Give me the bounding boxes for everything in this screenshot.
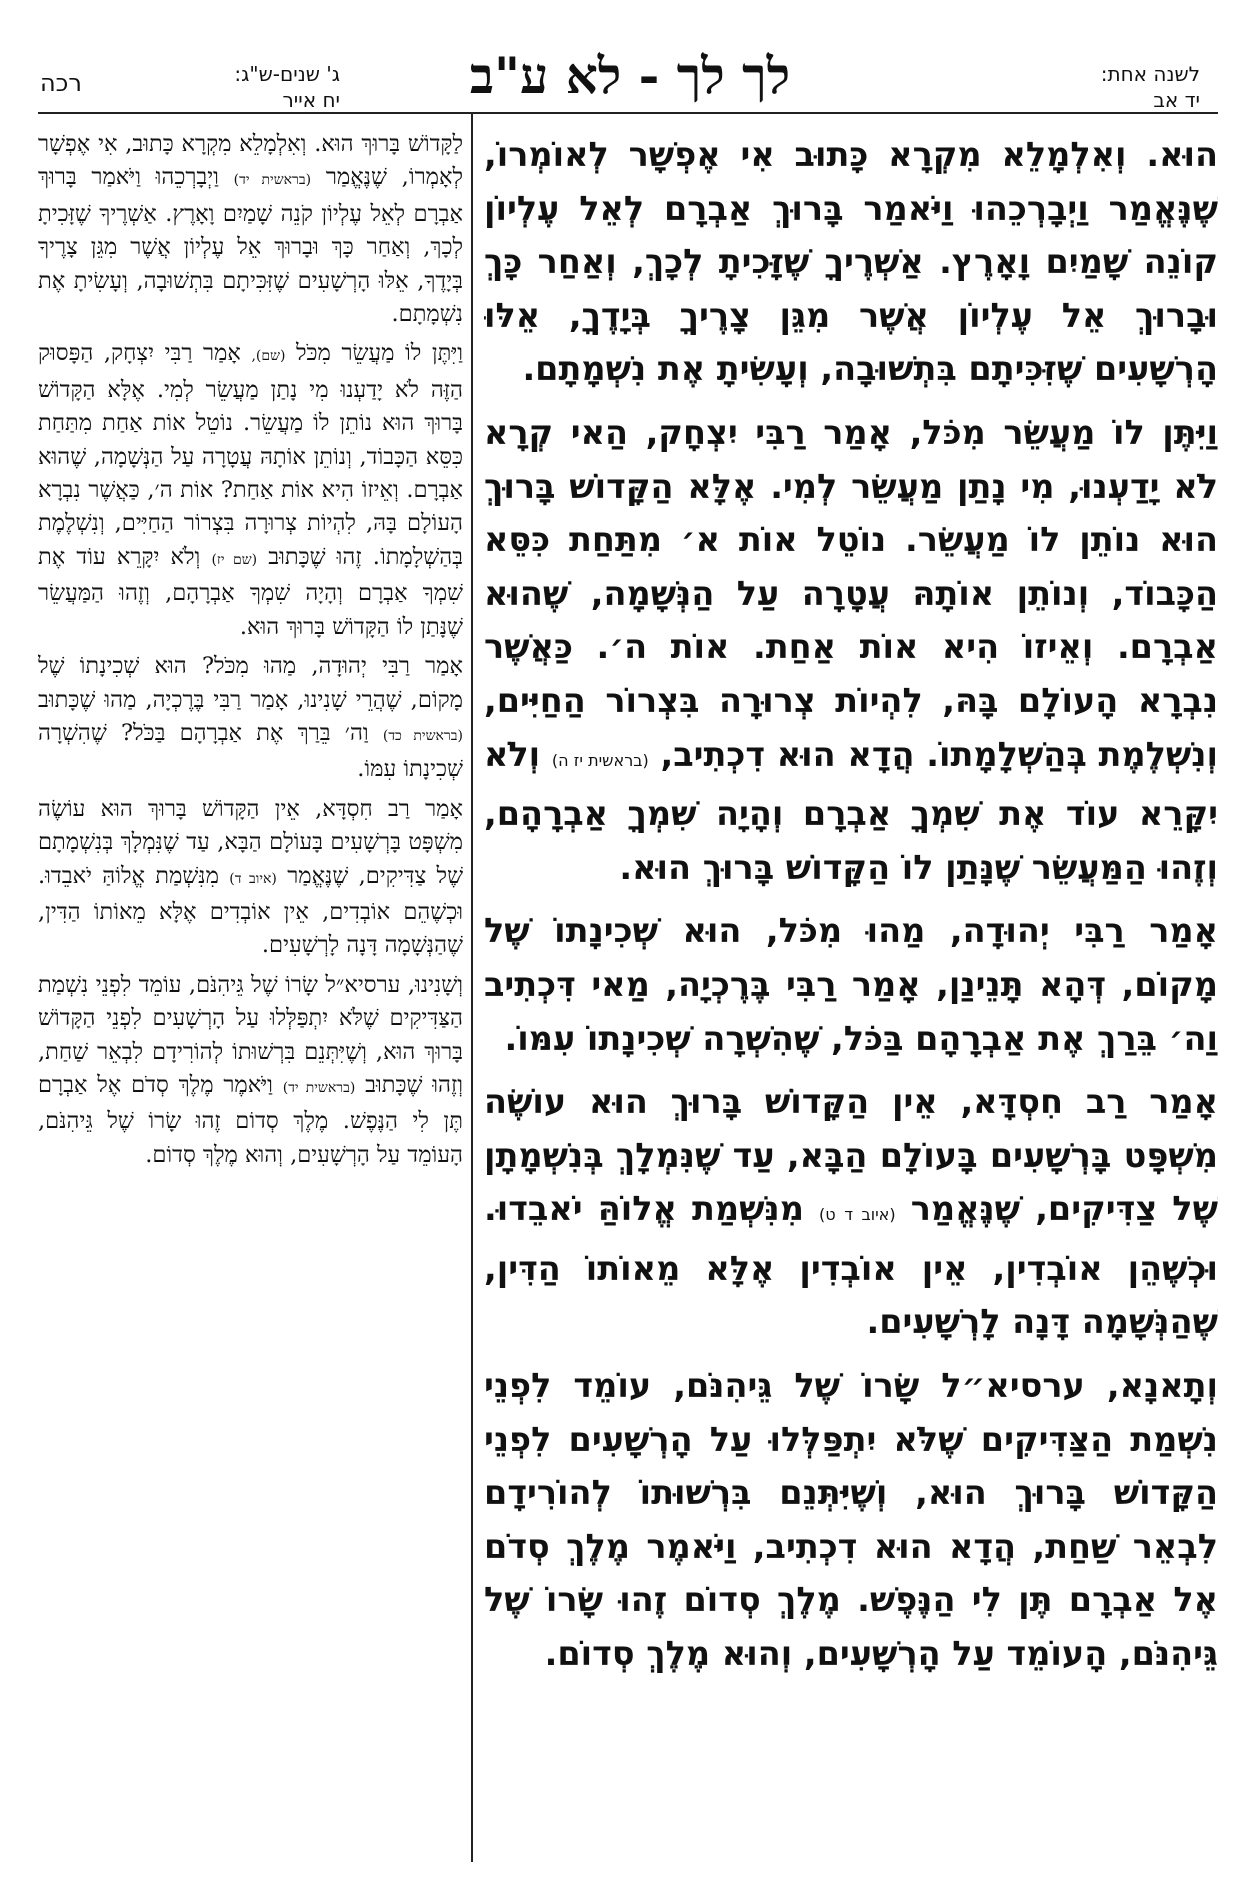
side-paragraph-text: אָמַר רַבִּי יְהוּדָה, מַהוּ מִכֹּל? הוּא שְׁכִינָתוֹ שֶׁל מָקוֹם, שֶׁהֲרֵי שָׁנִינוּ, אָמַר רַבִּי בֶּרֶכְיָה, מַהוּ שֶׁכָּתוּב — [38, 653, 463, 713]
side-paragraph-text: אָמַר רַב חִסְדָּא, אֵין הַקָּדוֹשׁ בָּרוּךְ הוּא עוֹשֶׂה מִשְׁפָּט בָּרְשָׁעִים בָּעוֹלָם הַבָּא, עַד שֶׁנִּמְלָךְ בְּנִשְׁמָתָם שֶׁל צַדִּיקִים, שֶׁנֶּאֱמַר — [38, 795, 463, 889]
verse-source-reference: (בראשית יד) — [282, 1079, 356, 1096]
verse-source-reference: (בראשית כד) — [382, 727, 463, 744]
translation-column — [38, 128, 463, 1868]
side-paragraph-1 — [38, 128, 463, 331]
main-paragraph-text: אָמַר רַב חִסְדָּא, אֵין הַקָּדוֹשׁ בָּרוּךְ הוּא עוֹשֶׂה מִשְׁפָּט בָּרְשָׁעִים בָּעוֹלָם הַבָּא, עַד שֶׁנִּמְלָךְ בְּנִשְׁמָתָן שֶׁל צַדִּיקִים, שֶׁנֶּאֱמַר — [484, 1082, 1218, 1229]
side-paragraph-text: וַה׳ בֵּרַךְ אֶת אַבְרָהָם בַּכֹּל? שֶׁהִשְׁרָה שְׁכִינָתוֹ עִמּוֹ. — [38, 719, 463, 783]
side-paragraph-text: וְשָׁנִינוּ, ערסיא״ל שָׂרוֹ שֶׁל גֵּיהִנֹּם, עוֹמֵד לִפְנֵי נִשְׁמַת הַצַּדִּיקִים שֶׁלֹּא יִתְפַּלְּלוּ עַל הָרְשָׁעִים לִפְנֵי הַקָּדוֹשׁ בָּרוּךְ הוּא, וְשֶׁיִּתְּנֵם בִּרְשׁוּתוֹ לְהוֹרִידָם לִבְאֵר שַׁחַת, וְזֶהוּ שֶׁכָּתוּב — [38, 971, 463, 1098]
side-paragraph-text: מִנִּשְׁמַת אֱלוֹהַּ יֹאבֵדוּ. וּכְשֶׁהֵם אוֹבְדִים, אֵין אוֹבְדִים אֶלָּא מֵאוֹתוֹ הַדִּין, שֶׁהַנְּשָׁמָה דָּנָה לָרְשָׁעִים. — [38, 862, 463, 959]
main-paragraph-text: אָמַר רַבִּי יְהוּדָה, מַהוּ מִכֹּל, הוּא שְׁכִינָתוֹ שֶׁל מָקוֹם, דְּהָא תָּנֵינַן, אָמַר רַבִּי בֶּרֶכְיָה, מַאי דִּכְתִיב וַה׳ בֵּרַךְ אֶת אַבְרָהָם בַּכֹּל, שֶׁהִשְׁרָה שְׁכִינָתוֹ עִמּוֹ. — [484, 911, 1218, 1058]
main-paragraph-text: הוּא. וְאִלְמָלֵא מִקְרָא כָּתוּב אִי אֶפְשָׁר לְאוֹמְרוֹ, שֶׁנֶּאֱמַר וַיְבָרְכֵהוּ וַיֹּאמַר בָּרוּךְ אַבְרָם לְאֵל עֶלְיוֹן קוֹנֵה שָׁמַיִם וָאָרֶץ. אַשְׁרֶיךָ שֶׁזָּכִיתָ לְכָךְ, וְאַחַר כָּךְ וּבָרוּךְ אֵל עֶלְיוֹן אֲשֶׁר מִגֵּן צָרֶיךָ בְּיָדֶךָ, אֵלּוּ הָרְשָׁעִים שֶׁזִּכִּיתָם בִּתְשׁוּבָה, וְעָשִׂיתָ אֶת נִשְׁמָתָם. — [484, 135, 1218, 389]
main-paragraph-5 — [484, 1359, 1218, 1681]
page-number: רכה — [40, 69, 82, 97]
header-schedule-three-year-label: ג' שנים-ש"ג: — [234, 62, 340, 86]
main-paragraph-3 — [484, 904, 1218, 1065]
verse-source-reference: (שם יז) — [211, 551, 258, 568]
side-paragraph-text: וַיְבָרְכֵהוּ וַיֹּאמַר בָּרוּךְ אַבְרָם לְאֵל עֶלְיוֹן קֹנֵה שָׁמַיִם וָאָרֶץ. אַשְׁרֶיךָ שֶׁזָּכִיתָ לְכָךְ, וְאַחַר כָּךְ וּבָרוּךְ אֵל עֶלְיוֹן אֲשֶׁר מִגֵּן צָרֶיךָ בְּיָדֶךָ, אֵלּוּ הָרְשָׁעִים שֶׁזִּכִּיתָם בִּתְשׁוּבָה, וְעָשִׂיתָ אֶת נִשְׁמָתָם. — [38, 164, 463, 328]
side-paragraph-4 — [38, 793, 463, 963]
side-paragraph-text: אָמַר רַבִּי יִצְחָק, הַפָּסוּק הַזֶּה לֹא יָדַעְנוּ מִי נָתַן מַעֲשֵׂר לְמִי. אֶלָּא הַקָּדוֹשׁ בָּרוּךְ הוּא נוֹתֵן לוֹ מַעֲשֵׂר. נוֹטֵל אוֹת אַחַת מִתַּחַת כִּסֵּא הַכָּבוֹד, וְנוֹתֵן אוֹתָהּ עֲטָרָה עַל הַנְּשָׁמָה, שֶׁהוּא אַבְרָם. וְאֵיזוֹ הִיא אוֹת אַחַת? אוֹת ה׳, כַּאֲשֶׁר נִבְרָא הָעוֹלָם בָּהּ, לִהְיוֹת צְרוּרָה בִּצְרוֹר הַחַיִּים, וְנִשְׁלֶמֶת בְּהַשְׁלָמָתוֹ. זֶהוּ שֶׁכָּתוּב — [38, 340, 463, 570]
main-paragraph-text: וְתָאנָא, ערסיא״ל שָׂרוֹ שֶׁל גֵּיהִנֹּם, עוֹמֵד לִפְנֵי נִשְׁמַת הַצַּדִּיקִים שֶׁלֹּא יִתְפַּלְּלוּ עַל הָרְשָׁעִים לִפְנֵי הַקָּדוֹשׁ בָּרוּךְ הוּא, וְשֶׁיִּתְּנֵם בִּרְשׁוּתוֹ לְהוֹרִידָם לִבְאֵר שַׁחַת, הֲדָא הוּא דִכְתִיב, וַיֹּאמֶר מֶלֶךְ סְדֹם אֶל אַבְרָם תֶּן לִי הַנֶּפֶשׁ. מֶלֶךְ סְדוֹם זֶהוּ שָׂרוֹ שֶׁל גֵּיהִנֹּם, הָעוֹמֵד עַל הָרְשָׁעִים, וְהוּא מֶלֶךְ סְדוֹם. — [484, 1366, 1218, 1674]
verse-source-reference: (שם), — [251, 348, 286, 365]
side-paragraph-text: לַקָּדוֹשׁ בָּרוּךְ הוּא. וְאִלְמָלֵא מִקְרָא כָּתוּב, אִי אֶפְשָׁר לְאָמְרוֹ, שֶׁנֶּאֱמַר — [38, 131, 463, 191]
main-paragraph-4 — [484, 1075, 1218, 1349]
main-paragraph-text: וַיִּתֶּן לוֹ מַעֲשֵׂר מִכֹּל, אָמַר רַבִּי יִצְחָק, הַאי קְרָא לֹא יָדַעְנוּ, מִי נָתַן מַעֲשֵׂר לְמִי. אֶלָּא הַקָּדוֹשׁ בָּרוּךְ הוּא נוֹתֵן לוֹ מַעֲשֵׂר. נוֹטֵל אוֹת א׳ מִתַּחַת כִּסֵּא הַכָּבוֹד, וְנוֹתֵן אוֹתָהּ עֲטָרָה עַל הַנְּשָׁמָה, שֶׁהוּא אַבְרָם. וְאֵיזוֹ הִיא אוֹת אַחַת. אוֹת ה׳. כַּאֲשֶׁר נִבְרָא הָעוֹלָם בָּהּ, לִהְיוֹת צְרוּרָה בִּצְרוֹר הַחַיִּים, וְנִשְׁלֶמֶת בְּהַשְׁלָמָתוֹ. הֲדָא הוּא דִכְתִיב, — [484, 412, 1218, 774]
page-title: לך לך - לא ע"ב — [469, 46, 791, 105]
main-paragraph-text: מִנִּשְׁמַת אֱלוֹהַּ יֹאבֵדוּ. וּכְשֶׁהֵן אוֹבְדִין, אֵין אוֹבְדִין אֶלָּא מֵאוֹתוֹ הַדִּין, שֶׁהַנְּשָׁמָה דָּנָה לָרְשָׁעִים. — [484, 1189, 1218, 1342]
verse-source-reference: (בראשית יד) — [233, 172, 312, 189]
header-schedule-three-year-date: יח אייר — [282, 88, 340, 112]
side-paragraph-3 — [38, 650, 463, 787]
header-schedule-one-year-label: לשנה אחת: — [1100, 62, 1200, 86]
header-divider — [38, 112, 1218, 114]
main-paragraph-2 — [484, 406, 1218, 894]
main-text-column — [484, 128, 1218, 1868]
main-paragraph-1 — [484, 128, 1218, 396]
header-schedule-one-year-date: יד אב — [1153, 88, 1200, 112]
verse-source-reference: (איוב ד ט) — [819, 1205, 896, 1225]
verse-source-reference: (בראשית יז ה) — [551, 750, 649, 770]
column-divider — [471, 112, 473, 1862]
main-paragraph-text: וְלֹא יִקָּרֵא עוֹד אֶת שִׁמְךָ אַבְרָם וְהָיָה שִׁמְךָ אַבְרָהָם, וְזֶהוּ הַמַּעֲשֵׂר שֶׁנָּתַן לוֹ הַקָּדוֹשׁ בָּרוּךְ הוּא. — [484, 734, 1218, 887]
side-paragraph-2 — [38, 337, 463, 644]
verse-source-reference: (איוב ד) — [229, 870, 277, 887]
side-paragraph-text: וַיִּתֶּן לוֹ מַעֲשֵׂר מִכֹּל — [296, 340, 463, 367]
side-paragraph-5 — [38, 969, 463, 1172]
side-paragraph-text: וַיֹּאמֶר מֶלֶךְ סְדֹם אֶל אַבְרָם תֶּן לִי הַנֶּפֶשׁ. מֶלֶךְ סְדוֹם זֶהוּ שָׂרוֹ שֶׁל גֵּיהִנֹּם, הָעוֹמֵד עַל הָרְשָׁעִים, וְהוּא מֶלֶךְ סְדוֹם. — [38, 1071, 463, 1168]
side-paragraph-text: וְלֹא יִקָּרֵא עוֹד אֶת שִׁמְךָ אַבְרָם וְהָיָה שִׁמְךָ אַבְרָהָם, וְזֶהוּ הַמַּעֲשֵׂר שֶׁנָּתַן לוֹ הַקָּדוֹשׁ בָּרוּךְ הוּא. — [38, 543, 463, 640]
